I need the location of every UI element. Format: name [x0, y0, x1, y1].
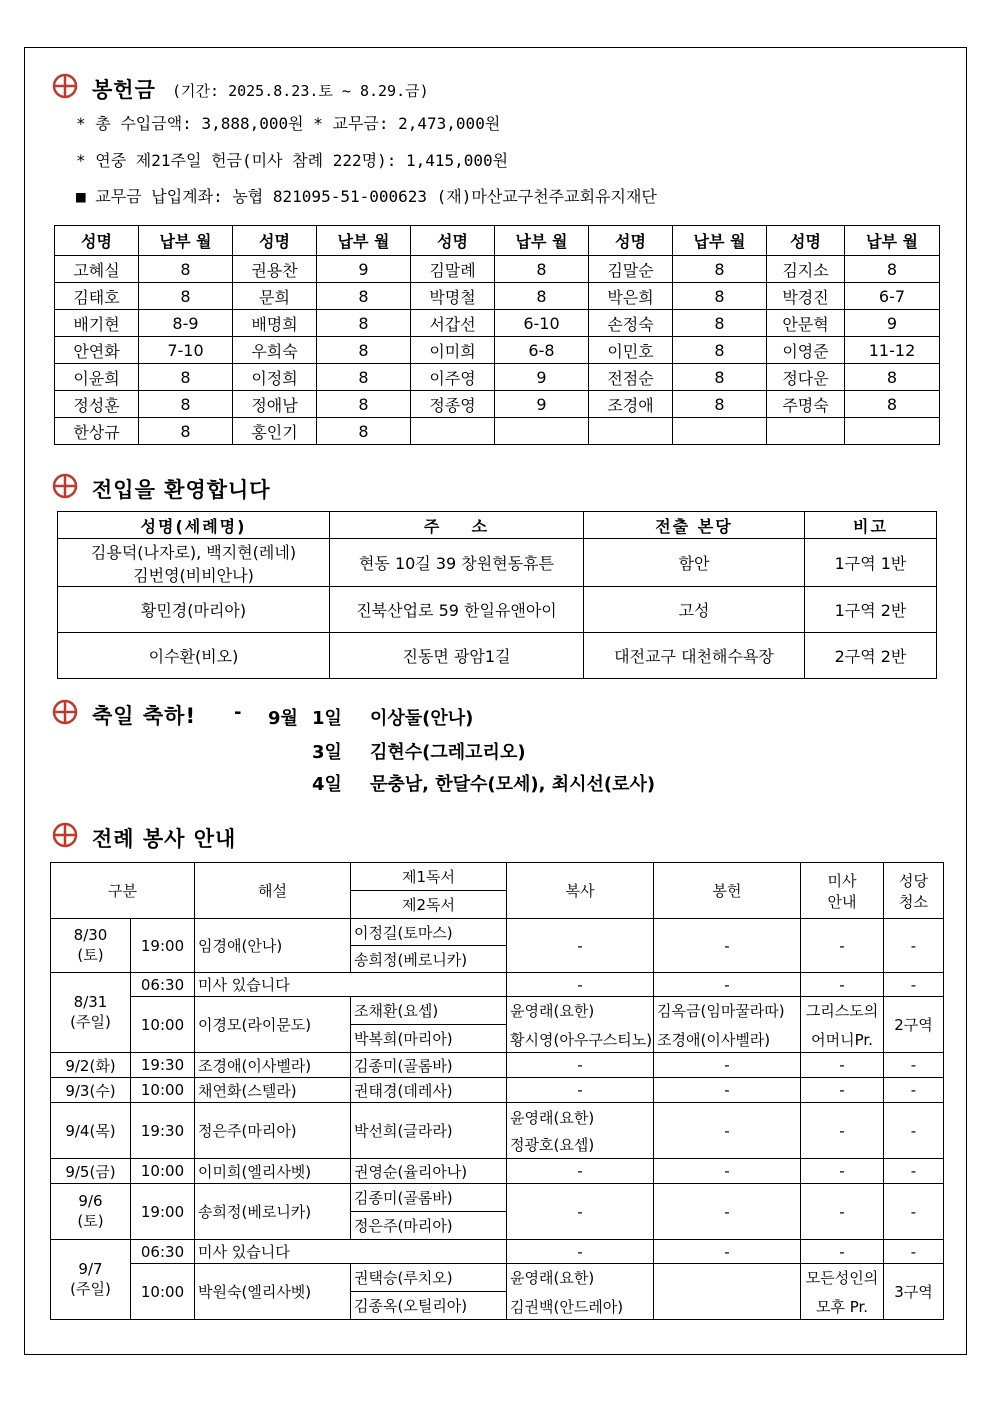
- welcome-parish-cell: 대전교구 대천해수욕장: [584, 633, 805, 679]
- donor-name-cell: 전점순: [589, 364, 673, 391]
- donation-header-cell: 성명: [233, 226, 317, 256]
- guide-cell: -: [801, 1103, 884, 1159]
- reading2-cell: 송희정(베로니카): [351, 946, 507, 973]
- donation-table: [54, 225, 940, 445]
- liturgy-table: [50, 862, 944, 1320]
- feast-day: 3일: [312, 742, 342, 763]
- commentary-cell: 채연화(스텔라): [195, 1078, 351, 1103]
- table-row: [55, 283, 940, 310]
- guide-cell: -: [801, 1159, 884, 1184]
- donor-month-cell: 9: [845, 310, 940, 337]
- donor-name-cell: 정다운: [767, 364, 845, 391]
- table-row: [55, 364, 940, 391]
- donor-name-cell: 홍인기: [233, 418, 317, 445]
- donation-header-cell: 납부 월: [845, 226, 940, 256]
- reading1-cell: 김종미(골롬바): [351, 1184, 507, 1212]
- cleaning-cell: -: [884, 1184, 944, 1240]
- commentary-cell: 송희정(베로니카): [195, 1184, 351, 1240]
- offering-title: 봉헌금: [92, 78, 156, 102]
- feast-month: 9월: [268, 708, 298, 729]
- donor-month-cell: 8: [317, 337, 411, 364]
- welcome-address-cell: 진북산업로 59 한일유앤아이: [330, 587, 584, 633]
- commentary-cell: 조경애(이사벨라): [195, 1053, 351, 1078]
- date-cell: 8/30 (토): [51, 919, 131, 973]
- donor-month-cell: 8: [845, 256, 940, 283]
- welcome-address-cell: 진동면 광암1길: [330, 633, 584, 679]
- welcome-header-cell: 주 소: [330, 512, 584, 539]
- server-cell: 윤영래(요한) 황시영(아우구스티노): [507, 997, 654, 1053]
- donation-header-cell: 성명: [411, 226, 495, 256]
- guide-cell: 그리스도의 어머니Pr.: [801, 997, 884, 1053]
- donor-month-cell: 8: [139, 364, 233, 391]
- reading2-cell: 박복희(마리아): [351, 1025, 507, 1053]
- table-row: [55, 391, 940, 418]
- commentary-cell: 박원숙(엘리사벳): [195, 1264, 351, 1320]
- guide-cell: -: [801, 919, 884, 973]
- reading1-cell: 이정길(토마스): [351, 919, 507, 946]
- cross-circle-icon: [52, 473, 78, 499]
- time-cell: 19:00: [131, 1184, 195, 1240]
- cleaning-cell: -: [884, 1240, 944, 1264]
- table-row: [58, 587, 937, 633]
- guide-cell: 모든성인의 모후 Pr.: [801, 1264, 884, 1320]
- donor-name-cell: 박명철: [411, 283, 495, 310]
- welcome-parish-cell: 함안: [584, 539, 805, 587]
- cross-circle-icon: [52, 822, 78, 848]
- donor-month-cell: 8: [673, 364, 767, 391]
- donor-name-cell: 문희: [233, 283, 317, 310]
- server-cell: -: [507, 919, 654, 973]
- feast-day: 1일: [312, 708, 342, 729]
- header-mass-guide: 미사 안내: [801, 863, 884, 919]
- date-cell: 8/31 (주일): [51, 973, 131, 1053]
- feast-day: 4일: [312, 774, 342, 795]
- table-row: [55, 310, 940, 337]
- server-cell: -: [507, 1078, 654, 1103]
- donor-month-cell: [495, 418, 589, 445]
- table-row: [55, 256, 940, 283]
- donor-name-cell: 이영준: [767, 337, 845, 364]
- donor-month-cell: 8-9: [139, 310, 233, 337]
- donor-name-cell: [767, 418, 845, 445]
- cleaning-cell: 2구역: [884, 997, 944, 1053]
- cleaning-cell: -: [884, 1078, 944, 1103]
- guide-cell: -: [801, 1184, 884, 1240]
- server-cell: -: [507, 1240, 654, 1264]
- header-commentary: 해설: [195, 863, 351, 919]
- donor-name-cell: 이정희: [233, 364, 317, 391]
- offering-cell: -: [654, 1103, 801, 1159]
- time-cell: 06:30: [131, 1240, 195, 1264]
- cleaning-cell: -: [884, 1159, 944, 1184]
- donor-month-cell: 8: [495, 256, 589, 283]
- reading1-cell: 권태경(데레사): [351, 1078, 507, 1103]
- cross-circle-icon: [52, 699, 78, 725]
- welcome-name-cell: 황민경(마리아): [58, 587, 330, 633]
- server-cell: -: [507, 1184, 654, 1240]
- donor-name-cell: 우희숙: [233, 337, 317, 364]
- donor-name-cell: 서갑선: [411, 310, 495, 337]
- donor-month-cell: 8: [845, 391, 940, 418]
- donor-name-cell: 박경진: [767, 283, 845, 310]
- donor-month-cell: 8: [673, 283, 767, 310]
- server-cell: 윤영래(요한) 정광호(요셉): [507, 1103, 654, 1159]
- cleaning-cell: -: [884, 919, 944, 973]
- welcome-parish-cell: 고성: [584, 587, 805, 633]
- feast-names: 김현수(그레고리오): [370, 742, 526, 763]
- donor-month-cell: 8: [673, 310, 767, 337]
- donor-month-cell: 8: [845, 364, 940, 391]
- feast-dash: -: [234, 702, 242, 723]
- header-church-cleaning: 성당 청소: [884, 863, 944, 919]
- cross-circle-icon: [52, 73, 78, 99]
- welcome-header-cell: 비고: [805, 512, 937, 539]
- offering-cell: -: [654, 973, 801, 997]
- time-cell: 19:00: [131, 919, 195, 973]
- date-cell: 9/3(수): [51, 1078, 131, 1103]
- donor-name-cell: 김태호: [55, 283, 139, 310]
- donor-month-cell: 11-12: [845, 337, 940, 364]
- donor-name-cell: 조경애: [589, 391, 673, 418]
- donor-month-cell: 8: [317, 364, 411, 391]
- commentary-cell: 이미희(엘리사벳): [195, 1159, 351, 1184]
- donation-header-cell: 성명: [55, 226, 139, 256]
- welcome-title: 전입을 환영합니다: [92, 478, 271, 502]
- guide-cell: -: [801, 1053, 884, 1078]
- commentary-cell: 정은주(마리아): [195, 1103, 351, 1159]
- donor-name-cell: 박은희: [589, 283, 673, 310]
- reading1-cell: 조채환(요셉): [351, 997, 507, 1025]
- donor-name-cell: 안연화: [55, 337, 139, 364]
- offering-cell: -: [654, 1159, 801, 1184]
- donor-name-cell: 주명숙: [767, 391, 845, 418]
- server-cell: 윤영래(요한) 김권백(안드레아): [507, 1264, 654, 1320]
- donor-month-cell: 8: [139, 391, 233, 418]
- donor-month-cell: 9: [495, 391, 589, 418]
- welcome-note-cell: 1구역 2반: [805, 587, 937, 633]
- date-cell: 9/2(화): [51, 1053, 131, 1078]
- offering-period: (기간: 2025.8.23.토 ~ 8.29.금): [172, 82, 429, 100]
- offering-cell: [654, 1264, 801, 1320]
- offering-cell: -: [654, 1240, 801, 1264]
- header-reading1: 제1독서: [351, 863, 507, 891]
- reading2-cell: 김종옥(오틸리아): [351, 1292, 507, 1320]
- time-cell: 06:30: [131, 973, 195, 997]
- time-cell: 19:30: [131, 1053, 195, 1078]
- donor-name-cell: 이주영: [411, 364, 495, 391]
- welcome-table: [57, 511, 937, 679]
- table-row: [58, 539, 937, 587]
- server-cell: -: [507, 1053, 654, 1078]
- donor-month-cell: 8: [317, 310, 411, 337]
- donor-month-cell: 8: [139, 256, 233, 283]
- date-cell: 9/5(금): [51, 1159, 131, 1184]
- welcome-name-cell: 이수환(비오): [58, 633, 330, 679]
- cleaning-cell: 3구역: [884, 1264, 944, 1320]
- offering-total-line: * 총 수입금액: 3,888,000원 * 교무금: 2,473,000원: [76, 114, 501, 133]
- donor-name-cell: 김지소: [767, 256, 845, 283]
- donor-name-cell: [589, 418, 673, 445]
- donor-name-cell: 김말례: [411, 256, 495, 283]
- time-cell: 19:30: [131, 1103, 195, 1159]
- commentary-cell: 이경모(라이문도): [195, 997, 351, 1053]
- offering-cell: -: [654, 1053, 801, 1078]
- donation-header-cell: 성명: [589, 226, 673, 256]
- donor-month-cell: 6-8: [495, 337, 589, 364]
- date-cell: 9/6 (토): [51, 1184, 131, 1240]
- donor-name-cell: 안문혁: [767, 310, 845, 337]
- donor-name-cell: 김말순: [589, 256, 673, 283]
- header-gubun: 구분: [51, 863, 195, 919]
- donor-name-cell: [411, 418, 495, 445]
- donor-name-cell: 배기현: [55, 310, 139, 337]
- mass-note-cell: 미사 있습니다: [195, 973, 507, 997]
- date-cell: 9/7 (주일): [51, 1240, 131, 1320]
- donor-month-cell: 6-10: [495, 310, 589, 337]
- header-offering: 봉헌: [654, 863, 801, 919]
- donation-header-cell: 납부 월: [317, 226, 411, 256]
- donor-month-cell: [673, 418, 767, 445]
- feast-title: 축일 축하!: [92, 704, 197, 728]
- offering-cell: -: [654, 1078, 801, 1103]
- mass-note-cell: 미사 있습니다: [195, 1240, 507, 1264]
- header-server: 복사: [507, 863, 654, 919]
- reading1-cell: 김종미(골롬바): [351, 1053, 507, 1078]
- donor-month-cell: 8: [317, 418, 411, 445]
- commentary-cell: 임경애(안나): [195, 919, 351, 973]
- table-row: [58, 633, 937, 679]
- welcome-note-cell: 1구역 1반: [805, 539, 937, 587]
- guide-cell: -: [801, 1078, 884, 1103]
- donor-name-cell: 이미희: [411, 337, 495, 364]
- guide-cell: -: [801, 973, 884, 997]
- cleaning-cell: -: [884, 1053, 944, 1078]
- donor-month-cell: 6-7: [845, 283, 940, 310]
- cleaning-cell: -: [884, 973, 944, 997]
- donor-name-cell: 이민호: [589, 337, 673, 364]
- server-cell: -: [507, 1159, 654, 1184]
- donor-name-cell: 손정숙: [589, 310, 673, 337]
- donation-header-cell: 성명: [767, 226, 845, 256]
- offering-account-line: ■ 교무금 납입계좌: 농협 821095-51-000623 (재)마산교구천주교회유지재단: [76, 187, 657, 206]
- offering-cell: -: [654, 1184, 801, 1240]
- welcome-name-cell: 김용덕(나자로), 백지현(레네) 김번영(비비안나): [58, 539, 330, 587]
- donor-name-cell: 고혜실: [55, 256, 139, 283]
- donation-header-cell: 납부 월: [139, 226, 233, 256]
- date-cell: 9/4(목): [51, 1103, 131, 1159]
- reading1-cell: 박선희(글라라): [351, 1103, 507, 1159]
- time-cell: 10:00: [131, 1078, 195, 1103]
- donor-month-cell: 8: [495, 283, 589, 310]
- reading1-cell: 권택승(루치오): [351, 1264, 507, 1292]
- table-row: [55, 337, 940, 364]
- donation-header-cell: 납부 월: [495, 226, 589, 256]
- offering-cell: -: [654, 919, 801, 973]
- donor-month-cell: [845, 418, 940, 445]
- welcome-header-cell: 성명(세례명): [58, 512, 330, 539]
- time-cell: 10:00: [131, 997, 195, 1053]
- offering-cell: 김옥금(임마꿀라따) 조경애(이사벨라): [654, 997, 801, 1053]
- table-row: [55, 418, 940, 445]
- time-cell: 10:00: [131, 1159, 195, 1184]
- feast-names: 문충남, 한달수(모세), 최시선(로사): [370, 774, 656, 795]
- donor-name-cell: 정성훈: [55, 391, 139, 418]
- donor-month-cell: 8: [317, 283, 411, 310]
- server-cell: -: [507, 973, 654, 997]
- feast-names: 이상둘(안나): [370, 708, 474, 729]
- donor-name-cell: 권용찬: [233, 256, 317, 283]
- donor-month-cell: 8: [139, 283, 233, 310]
- donor-name-cell: 배명희: [233, 310, 317, 337]
- header-reading2: 제2독서: [351, 891, 507, 919]
- offering-sunday-line: * 연중 제21주일 헌금(미사 참례 222명): 1,415,000원: [76, 151, 509, 170]
- welcome-header-cell: 전출 본당: [584, 512, 805, 539]
- donor-month-cell: 8: [139, 418, 233, 445]
- donor-name-cell: 한상규: [55, 418, 139, 445]
- reading2-cell: 정은주(마리아): [351, 1212, 507, 1240]
- guide-cell: -: [801, 1240, 884, 1264]
- donor-month-cell: 7-10: [139, 337, 233, 364]
- liturgy-title: 전례 봉사 안내: [92, 827, 237, 851]
- welcome-note-cell: 2구역 2반: [805, 633, 937, 679]
- time-cell: 10:00: [131, 1264, 195, 1320]
- donor-name-cell: 이윤희: [55, 364, 139, 391]
- donor-month-cell: 8: [673, 256, 767, 283]
- donation-header-cell: 납부 월: [673, 226, 767, 256]
- donor-month-cell: 9: [495, 364, 589, 391]
- donor-month-cell: 8: [317, 391, 411, 418]
- donor-name-cell: 정애남: [233, 391, 317, 418]
- cleaning-cell: -: [884, 1103, 944, 1159]
- donor-month-cell: 9: [317, 256, 411, 283]
- welcome-address-cell: 현동 10길 39 창원현동휴튼: [330, 539, 584, 587]
- donor-name-cell: 정종영: [411, 391, 495, 418]
- reading1-cell: 권영순(율리아나): [351, 1159, 507, 1184]
- donor-month-cell: 8: [673, 337, 767, 364]
- donor-month-cell: 8: [673, 391, 767, 418]
